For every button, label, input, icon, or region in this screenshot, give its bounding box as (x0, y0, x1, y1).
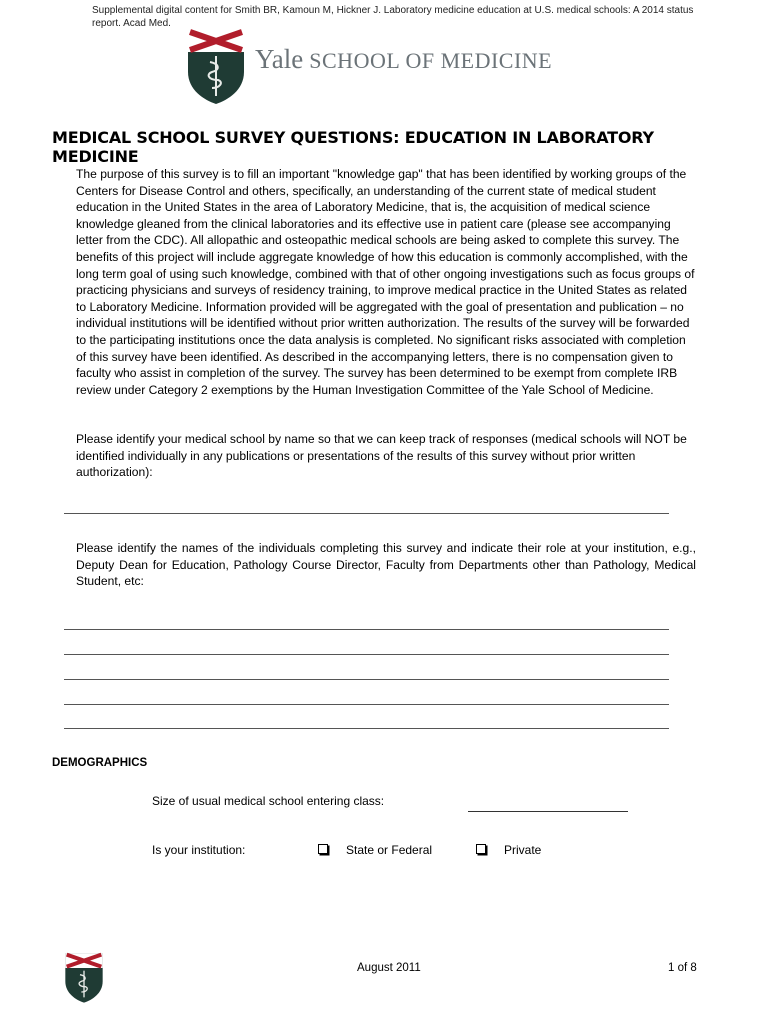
brand-school: SCHOOL OF MEDICINE (309, 48, 553, 73)
document-title: MEDICAL SCHOOL SURVEY QUESTIONS: EDUCATION IN LABORATORY MEDICINE (52, 128, 654, 166)
respondent-line-5[interactable] (64, 728, 669, 729)
names-prompt: Please identify the names of the individuals completing this survey and indicate their role at your institution, e.g., Deputy Dean for Education, Pathology Course Director, Faculty from Departments other than Pathology, Medical Student, etc: (76, 541, 696, 589)
respondent-line-2[interactable] (64, 654, 669, 655)
private-label: Private (504, 843, 542, 857)
school-prompt: Please identify your medical school by name so that we can keep track of responses (medical schools will NOT be identified individually in any publications or presentations of the results of this survey without prior written authorization): (76, 432, 687, 480)
demographics-heading: DEMOGRAPHICS (52, 757, 148, 769)
footer-shield-logo (64, 952, 104, 1009)
respondent-line-1[interactable] (64, 629, 669, 630)
brand-wordmark (255, 44, 552, 75)
yale-shield-logo (186, 28, 246, 111)
class-size-label: Size of usual medical school entering class: (152, 794, 385, 808)
school-name-field[interactable] (64, 513, 669, 514)
page-number: 1 of 8 (668, 962, 697, 974)
class-size-field[interactable] (468, 811, 628, 812)
footer-date: August 2011 (357, 962, 421, 974)
private-checkbox[interactable] (476, 844, 486, 854)
brand-yale: Yale (255, 44, 304, 74)
institution-label: Is your institution: (152, 843, 246, 857)
respondent-line-3[interactable] (64, 679, 669, 680)
state-federal-checkbox[interactable] (318, 844, 328, 854)
respondent-line-4[interactable] (64, 704, 669, 705)
state-federal-label: State or Federal (346, 843, 433, 857)
supplemental-note: Supplemental digital content for Smith BR, Kamoun M, Hickner J. Laboratory medicine education at U.S. medical schools: A 2014 status report. Acad Med. (92, 5, 694, 29)
intro-paragraph: The purpose of this survey is to fill an important "knowledge gap" that has been identified by working groups of the Centers for Disease Control and others, specifically, an understanding of the current state of medical student education in the United States in the area of Laboratory Medicine, that is, the acquisition of medical science knowledge gleaned from the clinical laboratories and its effective use in patient care (please see accompanying letter from the CDC). All allopathic and osteopathic medical schools are being asked to complete this survey. The benefits of this project will include aggregate knowledge of how this education is commonly accomplished, with the long term goal of using such knowledge, combined with that of other ongoing investigations such as focus groups of practicing physicians and surveys of residency training, to improve medical practice in the United States as related to Laboratory Medicine. Information provided will be aggregated with the goal of presentation and publication – no individual institutions will be identified without prior written authorization. The results of the survey will be forwarded to the participating institutions once the data analysis is completed. No significant risks associated with completion of this survey have been identified. As described in the accompanying letters, there is no compensation given to faculty who assist in completion of the survey. The survey has been determined to be exempt from complete IRB review under Category 2 exemptions by the Human Investigation Committee of the Yale School of Medicine. (76, 167, 695, 397)
